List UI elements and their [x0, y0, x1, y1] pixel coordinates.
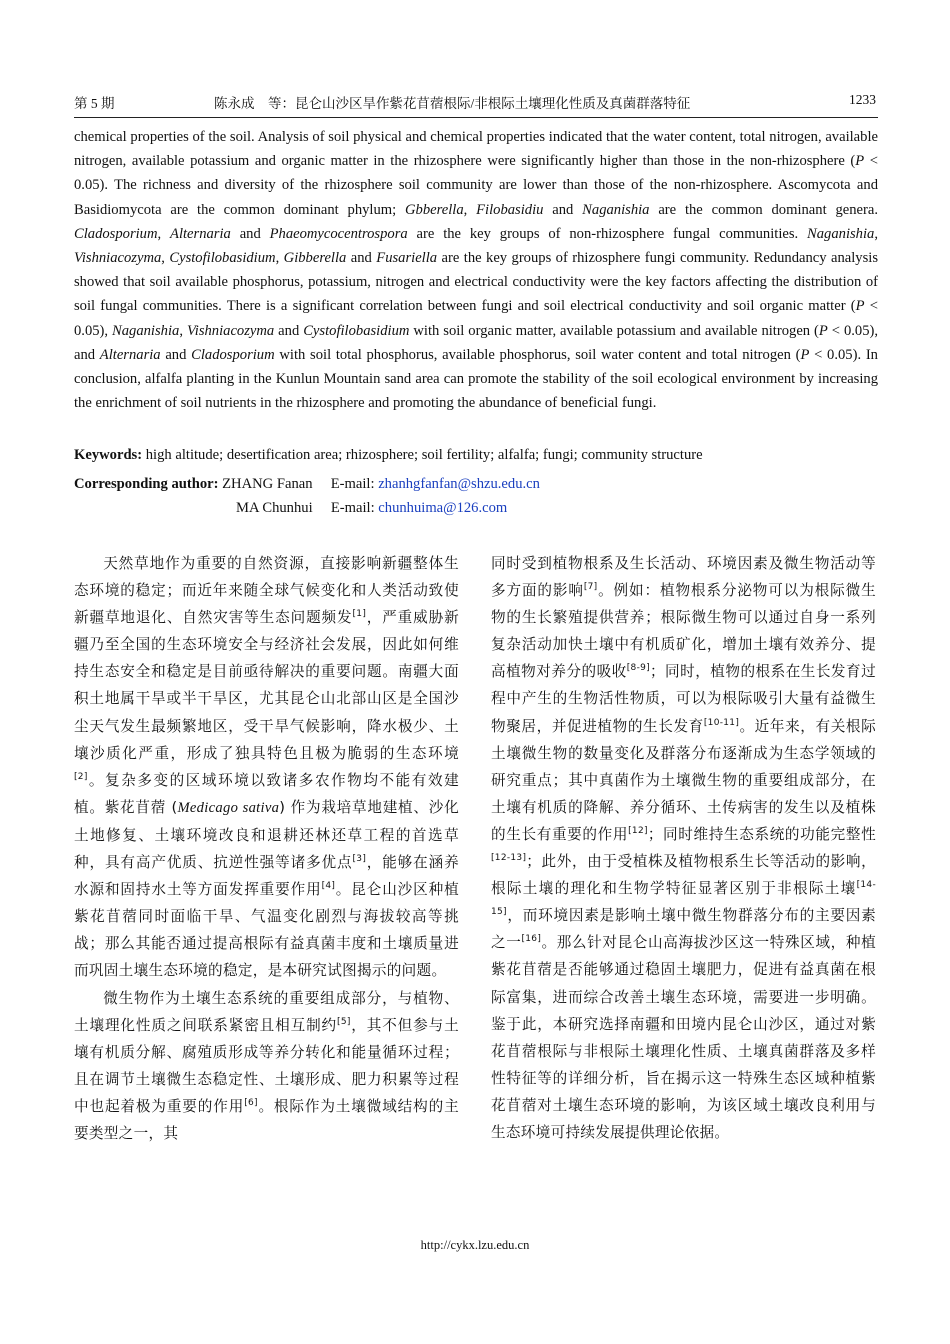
- paragraph-2-continued: 同时受到植物根系及生长活动、环境因素及微生物活动等多方面的影响[7]。例如：植物根系分泌物可以为根际微生物的生长繁殖提供营养；根际微生物可以通过自身一系列复杂活动加快土壤中有机质矿化，增加土壤有效养分、提高植物对养分的吸收[8-9]；同时，植物的根系在生长发育过程中产生的生物活性物质，可以为根际吸引大量有益微生物聚居，并促进植物的生长发育[10-11]。近年来，有关根际土壤微生物的数量变化及群落分布逐渐成为生态学领域的研究重点；其中真菌作为土壤微生物的重要组成部分，在土壤有机质的降解、养分循环、土传病害的发生以及植株的生长有重要的作用[12]；同时维持生态系统的功能完整性[12-13]；此外，由于受植株及植物根系生长等活动的影响，根际土壤的理化和生物学特征显著区别于非根际土壤[14-15]，而环境因素是影响土壤中微生物群落分布的主要因素之一[16]。那么针对昆仑山高海拔沙区这一特殊区域，种植紫花苜蓿是否能够通过稳固土壤肥力，促进有益真菌在根际富集，进而综合改善土壤生态环境，需要进一步明确。鉴于此，本研究选择南疆和田境内昆仑山沙区，通过对紫花苜蓿根际与非根际土壤理化性质、土壤真菌群落及多样性特征等的详细分析，旨在揭示这一特殊生态区域种植紫花苜蓿对土壤生态环境的影响，为该区域土壤改良利用与生态环境可持续发展提供理论依据。: [491, 555, 877, 1141]
- page-number: 1233: [849, 92, 876, 107]
- citation: [12-13]: [491, 853, 527, 864]
- citation: [5]: [337, 1016, 351, 1027]
- citation: [4]: [321, 881, 336, 892]
- corresponding-authors: [74, 472, 878, 520]
- email-link-1[interactable]: zhanhgfanfan@shzu.edu.cn: [378, 476, 540, 492]
- english-abstract: [74, 125, 878, 415]
- citation: [3]: [352, 854, 367, 865]
- abstract-text: chemical properties of the soil. Analysis of soil physical and chemical properties indicated that the water content, total nitrogen, available nitrogen, available potassium and organic matter in the rhizosphere were significantly higher than those in the non-rhizosphere (P < 0.05). The richness and diversity of the rhizosphere soil community are lower than those of the non-rhizosphere. Ascomycota and Basidiomycota are the common dominant phylum; Gbberella, Filobasidiu and Naganishia are the common dominant genera. Cladosporium, Alternaria and Phaeomycocentrospora are the key groups of non-rhizosphere fungal communities. Naganishia, Vishniacozyma, Cystofilobasidium, Gibberella and Fusariella are the key groups of rhizosphere fungi community. Redundancy analysis showed that soil available phosphorus, potassium, nitrogen and electrical conductivity were the key factors affecting the distribution of soil fungal communities. There is a significant correlation between fungi and soil electrical conductivity and soil organic matter (P < 0.05), Naganishia, Vishniacozyma and Cystofilobasidium with soil organic matter, available potassium and available nitrogen (P < 0.05), and Alternaria and Cladosporium with soil total phosphorus, available phosphorus, soil water content and total nitrogen (P < 0.05). In conclusion, alfalfa planting in the Kunlun Mountain sand area can promote the stability of the soil ecological environment by increasing the enrichment of soil nutrients in the rhizosphere and promoting the abundance of beneficial fungi.: [74, 129, 879, 412]
- keywords: [74, 444, 878, 466]
- header-rule: [74, 117, 878, 118]
- paragraph-2: 微生物作为土壤生态系统的重要组成部分，与植物、土壤理化性质之间联系紧密且相互制约[5]，其不但参与土壤有机质分解、腐殖质形成等养分转化和能量循环过程；且在调节土壤微生态稳定性、土壤形成、肥力积累等过程中也起着极为重要的作用[6]。根际作为土壤微域结构的主要类型之一，其: [74, 989, 459, 1142]
- email-link-2[interactable]: chunhuima@126.com: [378, 500, 508, 516]
- body-column-left: [74, 550, 459, 1147]
- page-header: [74, 92, 878, 114]
- species-name: Medicago sativa: [177, 799, 280, 816]
- citation: [1]: [352, 609, 367, 620]
- page-footer-url[interactable]: http://cykx.lzu.edu.cn: [420, 1238, 530, 1252]
- corresponding-line-2: MA Chunhui E-mail: chunhuima@126.com: [236, 500, 508, 516]
- citation: [16]: [521, 934, 542, 945]
- citation: [8-9]: [626, 663, 650, 674]
- citation: [10-11]: [703, 717, 740, 728]
- citation: [6]: [244, 1098, 258, 1109]
- corresponding-label: Corresponding author:: [74, 476, 219, 492]
- running-title: 陈永成 等：昆仑山沙区旱作紫花苜蓿根际/非根际土壤理化性质及真菌群落特征: [214, 96, 691, 111]
- paragraph-1: 天然草地作为重要的自然资源，直接影响新疆整体生态环境的稳定；而近年来随全球气候变化和人类活动致使新疆草地退化、自然灾害等生态问题频发[1]，严重威胁新疆乃至全国的生态环境安全与经济社会发展，因此如何维持生态安全和稳定是目前亟待解决的重要问题。南疆大面积土地属干旱或半干旱区，尤其昆仑山北部山区是全国沙尘天气发生最频繁地区，受干旱气候影响，降水极少、土壤沙质化严重，形成了独具特色且极为脆弱的生态环境[2]。复杂多变的区域环境以致诸多农作物均不能有效建植。紫花苜蓿 (Medicago sativa) 作为栽培草地建植、沙化土地修复、土壤环境改良和退耕还林还草工程的首选草种，具有高产优质、抗逆性强等诸多优点[3]，能够在涵养水源和固持水土等方面发挥重要作用[4]。昆仑山沙区种植紫花苜蓿同时面临干旱、气温变化剧烈与海拔较高等挑战；那么其能否通过提高根际有益真菌丰度和土壤质量进而巩固土壤生态环境的稳定，是本研究试图揭示的问题。: [74, 555, 459, 980]
- issue-number: 第 5 期: [74, 96, 115, 111]
- keywords-text: high altitude; desertification area; rhizosphere; soil fertility; alfalfa; fungi; community structure: [142, 447, 703, 463]
- corresponding-line-1: Corresponding author: ZHANG Fanan E-mail: zhanhgfanfan@shzu.edu.cn: [74, 476, 540, 492]
- citation: [7]: [583, 582, 598, 593]
- keywords-label: Keywords:: [74, 447, 143, 463]
- citation: [14-15]: [491, 880, 876, 918]
- citation: [12]: [628, 826, 648, 837]
- body-column-right: [491, 550, 876, 1146]
- citation: [2]: [74, 771, 88, 782]
